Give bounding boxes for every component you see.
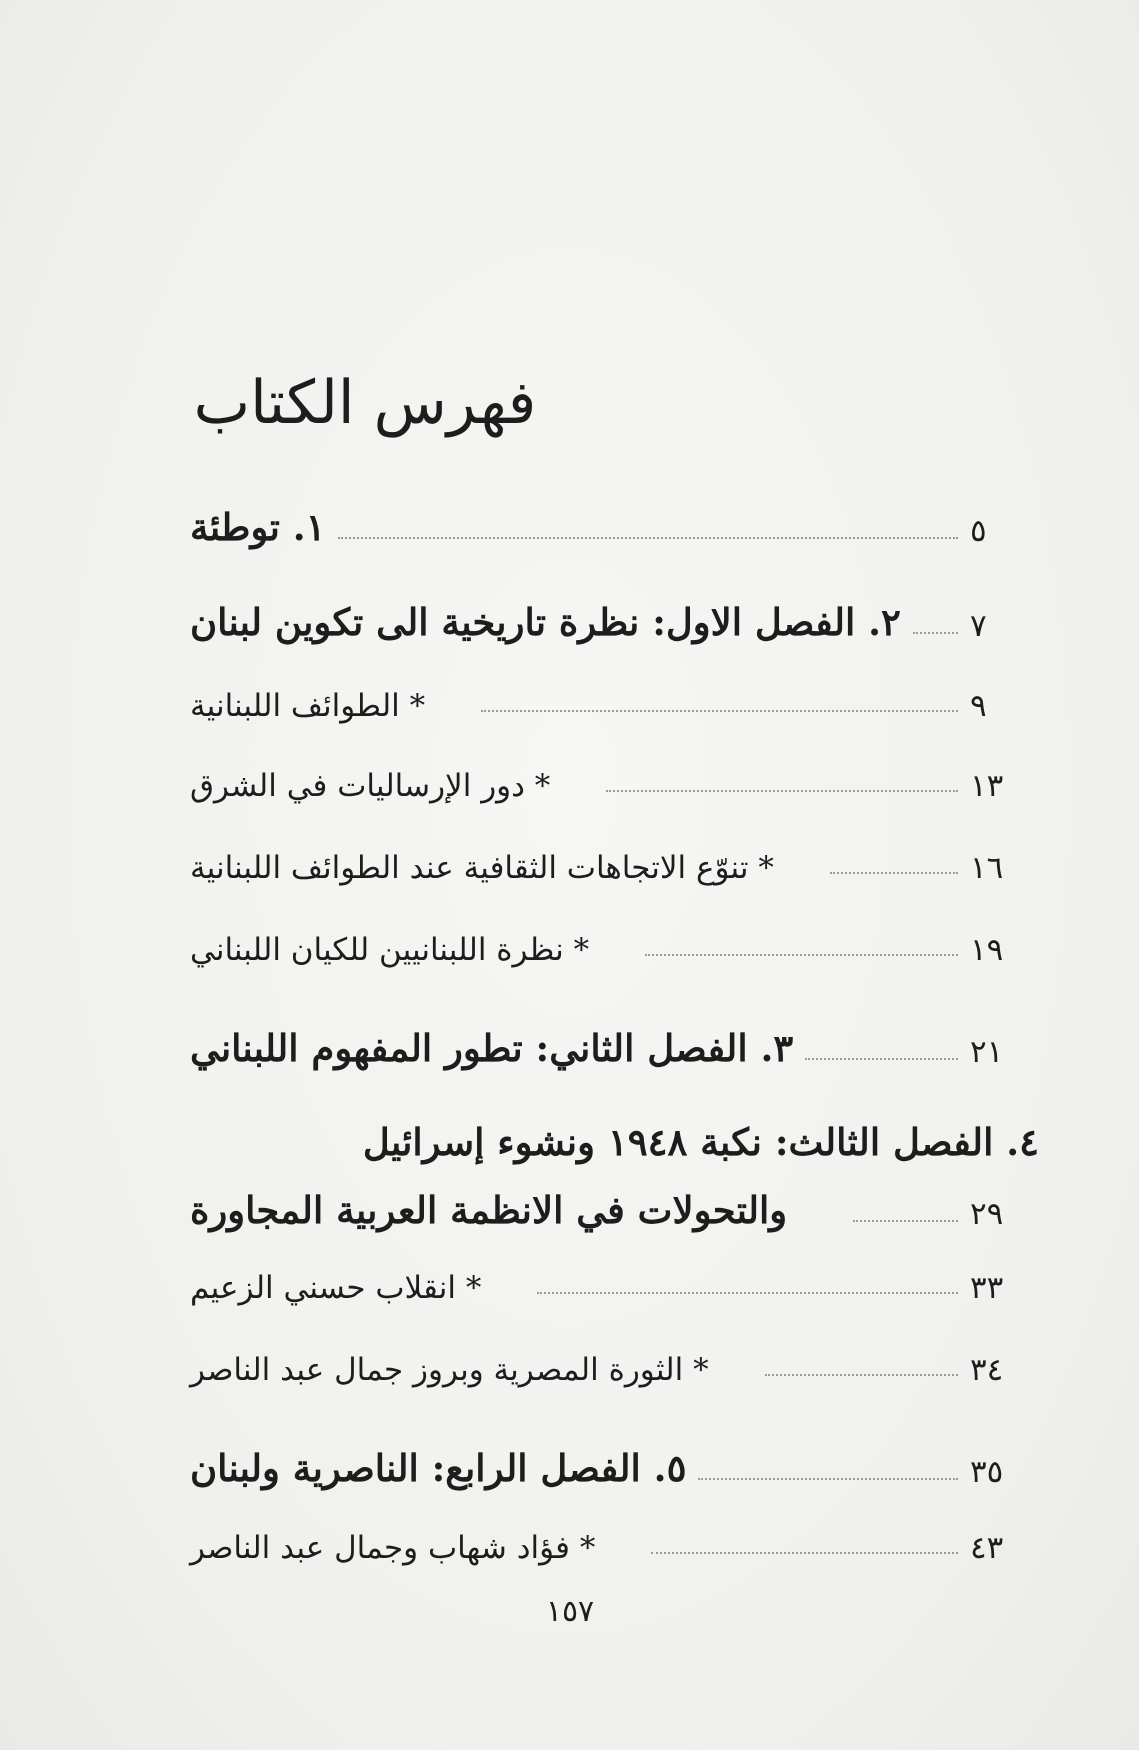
dot-leader: [338, 536, 959, 539]
dot-leader: [765, 1373, 958, 1376]
dot-leader: [805, 1057, 958, 1060]
page-number: ١٥٧: [545, 1594, 595, 1629]
toc-entry-label: * فؤاد شهاب وجمال عبد الناصر: [190, 1530, 596, 1566]
toc-entry-3: [190, 688, 1030, 724]
toc-entry-page: ١٣: [970, 768, 1004, 804]
toc-entry-label: ٣. الفصل الثاني: تطور المفهوم اللبناني: [190, 1026, 794, 1070]
toc-entry-label: ٢. الفصل الاول: نظرة تاريخية الى تكوين لبنان: [190, 600, 901, 644]
toc-entry-label: * نظرة اللبنانيين للكيان اللبناني: [190, 932, 590, 968]
toc-entry-page: ٧: [970, 608, 987, 644]
toc-entry-page: ٤٣: [970, 1530, 1004, 1566]
toc-entry-6: [190, 932, 1030, 968]
dot-leader: [537, 1291, 958, 1294]
toc-entry-label: * الثورة المصرية وبروز جمال عبد الناصر: [190, 1352, 709, 1388]
dot-leader: [481, 709, 958, 712]
toc-entry-page: ١٩: [970, 932, 1004, 968]
dot-leader: [651, 1551, 958, 1554]
toc-entry-page: ٣٤: [970, 1352, 1004, 1388]
dot-leader: [645, 953, 958, 956]
dot-leader: [913, 631, 958, 634]
toc-entry-label: * دور الإرساليات في الشرق: [190, 768, 551, 804]
dot-leader: [698, 1477, 958, 1480]
toc-entry-label: * انقلاب حسني الزعيم: [190, 1270, 482, 1306]
toc-entry-label: * تنوّع الاتجاهات الثقافية عند الطوائف اللبنانية: [190, 850, 774, 886]
dot-leader: [606, 789, 958, 792]
dot-leader: [853, 1219, 958, 1222]
toc-entry-page: ٥: [970, 513, 987, 549]
toc-entry-page: ٣٣: [970, 1270, 1004, 1306]
toc-entry-label: * الطوائف اللبنانية: [190, 688, 426, 724]
toc-entry-page: ٣٥: [970, 1454, 1004, 1490]
toc-entry-label: والتحولات في الانظمة العربية المجاورة: [190, 1188, 788, 1232]
toc-entry-9: [190, 1270, 1030, 1306]
toc-entry-7: [190, 1026, 1030, 1070]
page-title: فهرس الكتاب: [193, 368, 537, 438]
toc-entry-12: [190, 1530, 1030, 1566]
toc-entry-page: ٢٩: [970, 1196, 1004, 1232]
toc-entry-10: [190, 1352, 1030, 1388]
toc-entry-11: [190, 1446, 1030, 1490]
toc-entry-5: [190, 850, 1030, 886]
toc-entry-8-line1: ٤. الفصل الثالث: نكبة ١٩٤٨ ونشوء إسرائيل: [362, 1120, 1039, 1164]
toc-entry-page: ٩: [970, 688, 987, 724]
toc-entry-4: [190, 768, 1030, 804]
toc-entry-page: ٢١: [970, 1034, 1004, 1070]
toc-entry-page: ١٦: [970, 850, 1004, 886]
toc-entry-2: [190, 600, 1030, 644]
toc-entry-label: ١. توطئة: [190, 505, 326, 549]
toc-entry-label: ٥. الفصل الرابع: الناصرية ولبنان: [190, 1446, 687, 1490]
toc-entry-1: [190, 505, 1030, 549]
dot-leader: [830, 871, 958, 874]
toc-entry-8: [190, 1188, 1030, 1232]
